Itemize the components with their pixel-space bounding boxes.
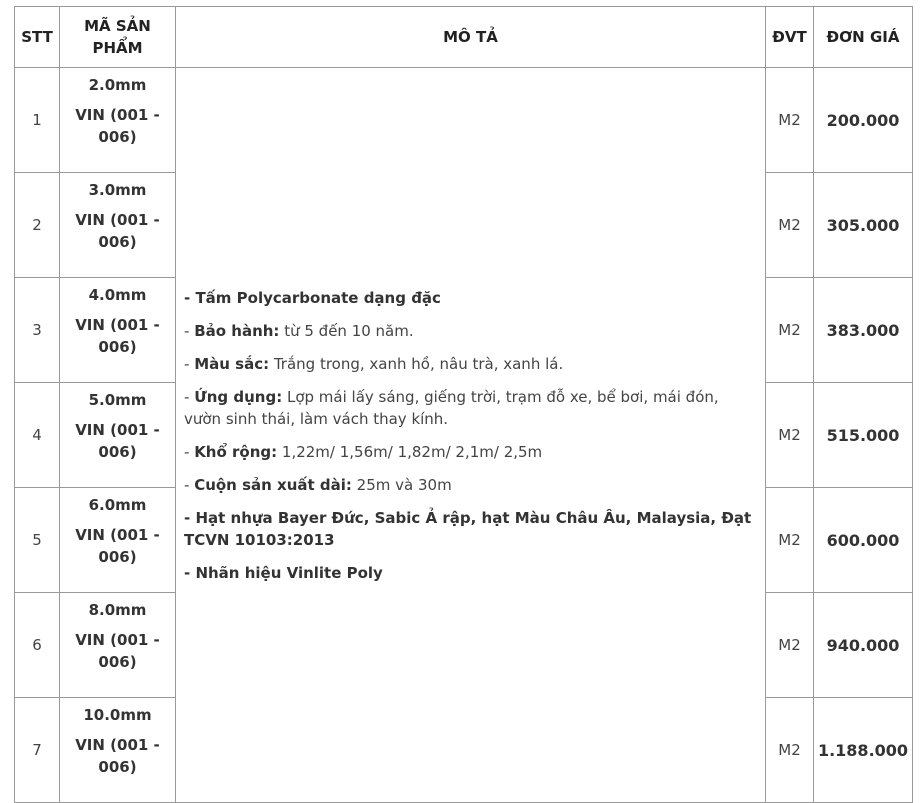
product-model: VIN (001 - 006): [75, 106, 160, 146]
product-model: VIN (001 - 006): [75, 736, 160, 776]
row-price: 515.000: [814, 383, 913, 488]
desc-brand: - Nhãn hiệu Vinlite Poly: [184, 563, 383, 582]
product-model: VIN (001 - 006): [75, 316, 160, 356]
header-description: MÔ TẢ: [176, 7, 766, 68]
desc-material: - Hạt nhựa Bayer Đức, Sabic Ả rập, hạt Màu Châu Âu, Malaysia, Đạt TCVN 10103:2013: [184, 508, 752, 549]
header-unit: ĐVT: [766, 7, 814, 68]
product-code-cell: [60, 68, 176, 173]
desc-width: - Khổ rộng: 1,22m/ 1,56m/ 1,82m/ 2,1m/ 2,5m: [184, 442, 543, 461]
product-model: VIN (001 - 006): [75, 631, 160, 671]
product-code-cell: [60, 488, 176, 593]
row-stt: 3: [15, 278, 60, 383]
product-code-cell: [60, 383, 176, 488]
table-row: [15, 68, 913, 173]
header-stt: STT: [15, 7, 60, 68]
product-thickness: 10.0mm: [83, 706, 152, 724]
product-code-cell: [60, 698, 176, 803]
row-unit: M2: [766, 698, 814, 803]
row-stt: 7: [15, 698, 60, 803]
product-thickness: 3.0mm: [88, 181, 147, 199]
row-unit: M2: [766, 173, 814, 278]
desc-product-type: - Tấm Polycarbonate dạng đặc: [184, 288, 441, 307]
product-thickness: 5.0mm: [88, 391, 147, 409]
product-thickness: 8.0mm: [88, 601, 147, 619]
row-stt: 1: [15, 68, 60, 173]
row-unit: M2: [766, 488, 814, 593]
row-unit: M2: [766, 593, 814, 698]
product-model: VIN (001 - 006): [75, 211, 160, 251]
price-table: [14, 6, 913, 803]
row-price: 383.000: [814, 278, 913, 383]
product-thickness: 6.0mm: [88, 496, 147, 514]
row-stt: 6: [15, 593, 60, 698]
header-product-code: MÃ SẢN PHẨM: [60, 7, 176, 68]
description-cell: [176, 68, 766, 803]
desc-roll-length: - Cuộn sản xuất dài: 25m và 30m: [184, 475, 452, 494]
row-price: 940.000: [814, 593, 913, 698]
desc-warranty: - Bảo hành: từ 5 đến 10 năm.: [184, 321, 414, 340]
product-model: VIN (001 - 006): [75, 526, 160, 566]
row-unit: M2: [766, 278, 814, 383]
product-code-cell: [60, 278, 176, 383]
product-thickness: 4.0mm: [88, 286, 147, 304]
header-price: ĐƠN GIÁ: [814, 7, 913, 68]
row-price: 1.188.000: [814, 698, 913, 803]
row-stt: 2: [15, 173, 60, 278]
product-code-cell: [60, 173, 176, 278]
desc-applications: - Ứng dụng: Lợp mái lấy sáng, giếng trời, trạm đỗ xe, bể bơi, mái đón, vườn sinh thái, làm vách thay kính.: [184, 387, 719, 428]
product-model: VIN (001 - 006): [75, 421, 160, 461]
row-unit: M2: [766, 68, 814, 173]
product-code-cell: [60, 593, 176, 698]
row-price: 305.000: [814, 173, 913, 278]
row-unit: M2: [766, 383, 814, 488]
row-stt: 5: [15, 488, 60, 593]
row-price: 600.000: [814, 488, 913, 593]
header-row: [15, 7, 913, 68]
product-thickness: 2.0mm: [88, 76, 147, 94]
row-price: 200.000: [814, 68, 913, 173]
row-stt: 4: [15, 383, 60, 488]
desc-colors: - Màu sắc: Trắng trong, xanh hồ, nâu trà, xanh lá.: [184, 354, 564, 373]
